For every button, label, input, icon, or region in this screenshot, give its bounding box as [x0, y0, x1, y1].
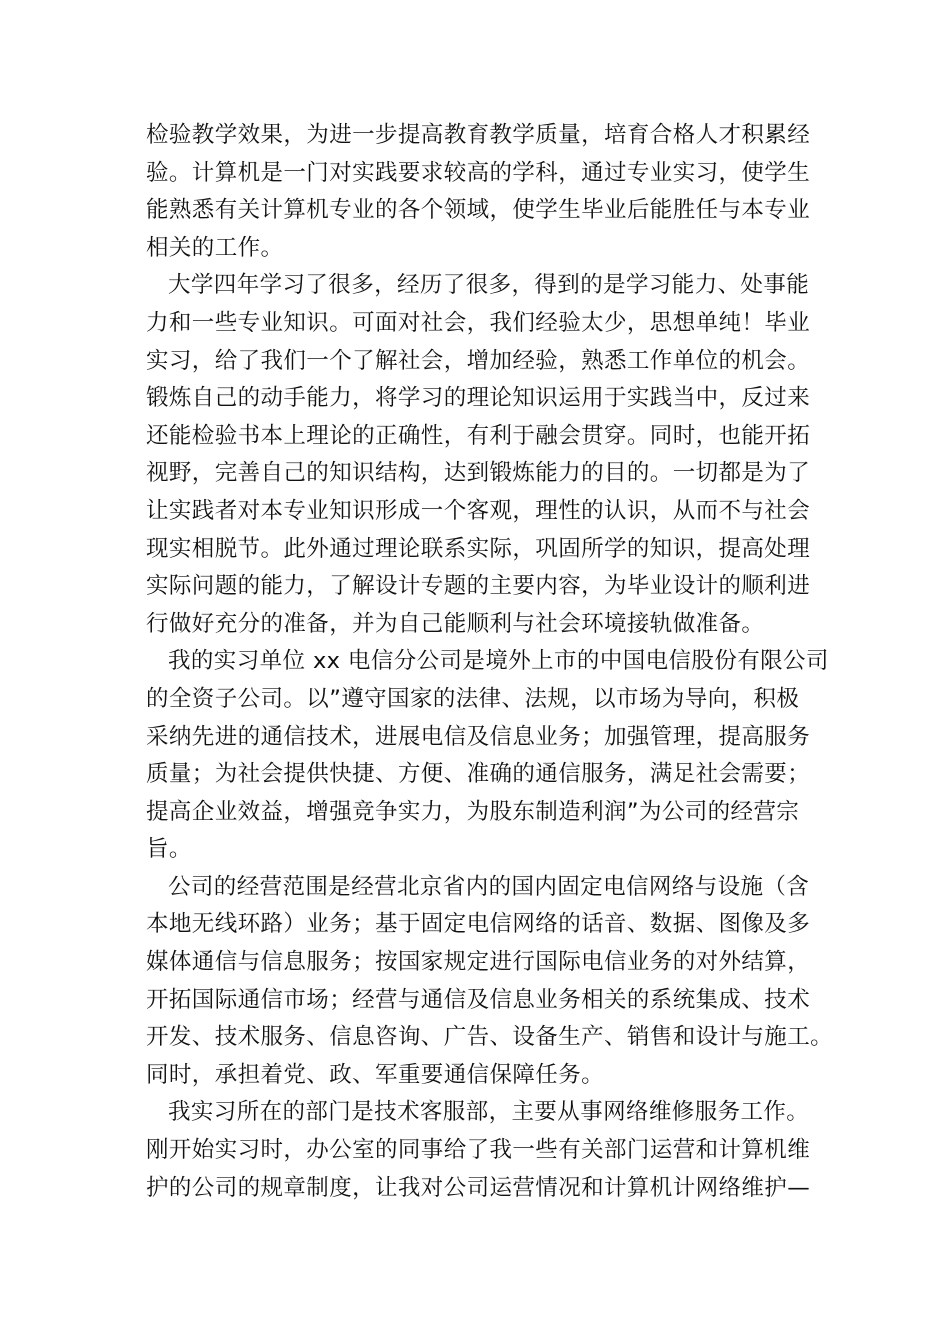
- text-line: 开发、技术服务、信息咨询、广告、设备生产、销售和设计与施工。: [146, 1024, 834, 1051]
- text-line: 开拓国际通信市场；经营与通信及信息业务相关的系统集成、技术: [146, 986, 811, 1013]
- text-line: 验。计算机是一门对实践要求较高的学科，通过专业实习，使学生: [146, 159, 811, 186]
- text-line: 实习，给了我们一个了解社会，增加经验，熟悉工作单位的机会。: [146, 347, 811, 374]
- text-line: 视野，完善自己的知识结构，达到锻炼能力的目的。一切都是为了: [146, 460, 811, 487]
- text-line: 刚开始实习时，办公室的同事给了我一些有关部门运营和计算机维: [146, 1137, 811, 1164]
- text-line: 能熟悉有关计算机专业的各个领域，使学生毕业后能胜任与本专业: [146, 197, 811, 224]
- text-line: 同时，承担着党、政、军重要通信保障任务。: [146, 1061, 605, 1088]
- text-line: 的全资子公司。以”遵守国家的法律、法规，以市场为导向，积极: [146, 685, 800, 712]
- text-line: 检验教学效果，为进一步提高教育教学质量，培育合格人才积累经: [146, 122, 811, 148]
- text-line: 公司的经营范围是经营北京省内的国内固定电信网络与设施（含: [168, 873, 810, 900]
- text-line: 采纳先进的通信技术，进展电信及信息业务；加强管理，提高服务: [146, 723, 811, 750]
- text-line: 质量；为社会提供快捷、方便、准确的通信服务，满足社会需要；: [146, 761, 811, 788]
- text-line: 行做好充分的准备，并为自己能顺利与社会环境接轨做准备。: [146, 610, 765, 637]
- text-line: 旨。: [146, 836, 192, 863]
- text-line: 媒体通信与信息服务；按国家规定进行国际电信业务的对外结算，: [146, 949, 811, 976]
- text-line: 相关的工作。: [146, 234, 284, 261]
- text-line: 力和一些专业知识。可面对社会，我们经验太少，思想单纯！毕业: [146, 309, 811, 336]
- text-line: 提高企业效益，增强竞争实力，为股东制造利润”为公司的经营宗: [146, 798, 800, 825]
- text-line: 护的公司的规章制度，让我对公司运营情况和计算机计网络维护—: [146, 1174, 811, 1201]
- text-line: 我的实习单位 xx 电信分公司是境外上市的中国电信股份有限公司: [168, 648, 829, 675]
- text-line: 实际问题的能力，了解设计专题的主要内容，为毕业设计的顺利进: [146, 573, 811, 600]
- text-line: 本地无线环路）业务；基于固定电信网络的话音、数据、图像及多: [146, 911, 811, 938]
- text-line: 现实相脱节。此外通过理论联系实际，巩固所学的知识，提高处理: [146, 535, 811, 562]
- text-line: 锻炼自己的动手能力，将学习的理论知识运用于实践当中，反过来: [146, 385, 811, 412]
- text-line: 大学四年学习了很多，经历了很多，得到的是学习能力、处事能: [168, 272, 810, 299]
- body-text: [146, 117, 834, 1207]
- text-line: 让实践者对本专业知识形成一个客观，理性的认识，从而不与社会: [146, 497, 811, 524]
- text-line: 还能检验书本上理论的正确性，有利于融会贯穿。同时，也能开拓: [146, 422, 811, 449]
- text-line: 我实习所在的部门是技术客服部，主要从事网络维修服务工作。: [168, 1099, 810, 1126]
